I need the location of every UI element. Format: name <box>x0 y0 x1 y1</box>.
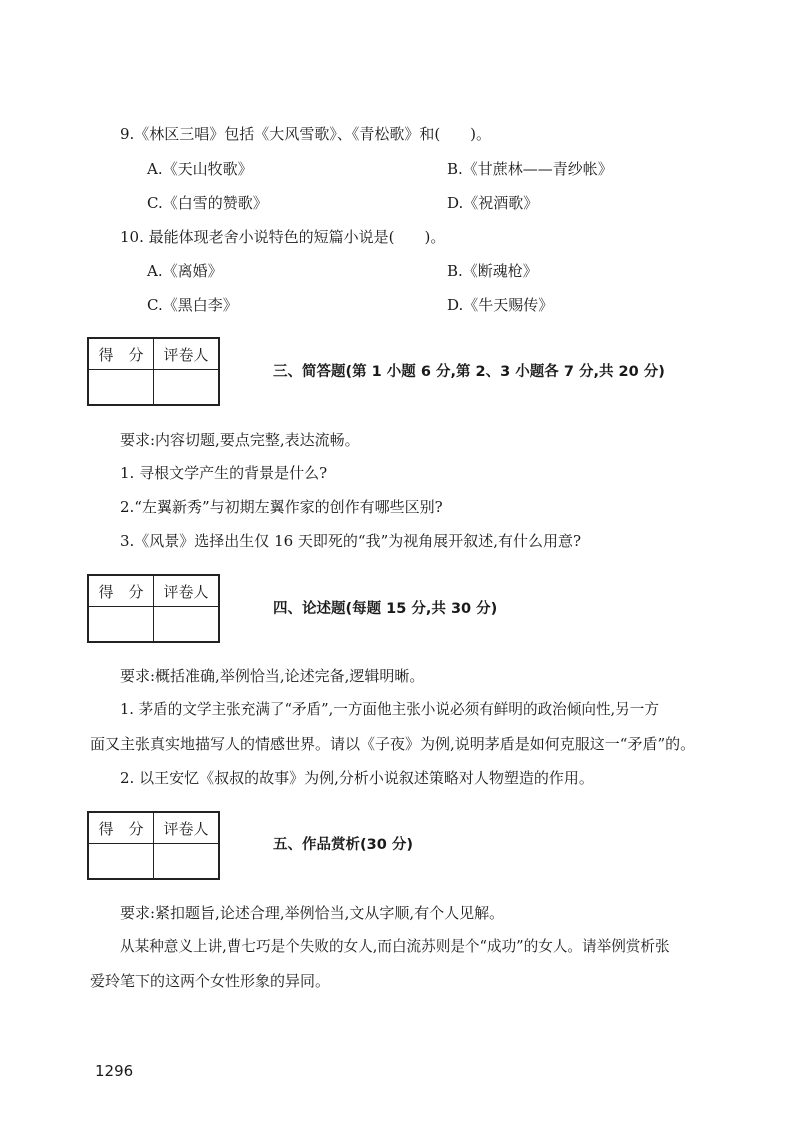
section4-q1-line2: 面又主张真实地描写人的情感世界。请以《子夜》为例,说明茅盾是如何克服这一“矛盾”的。 <box>90 735 696 753</box>
score-cell <box>88 844 154 880</box>
section4-q2: 2. 以王安忆《叔叔的故事》为例,分析小说叙述策略对人物塑造的作用。 <box>120 769 594 787</box>
section4-title: 四、论述题(每题 15 分,共 30 分) <box>273 601 498 617</box>
q10-option-c: C.《黑白李》 <box>147 296 238 314</box>
score-table-section3 <box>87 337 220 406</box>
section5-prompt-line1: 从某种意义上讲,曹七巧是个失败的女人,而白流苏则是个“成功”的女人。请举例赏析张 <box>120 938 670 955</box>
score-header: 得 分 <box>88 338 154 370</box>
q9-option-c: C.《白雪的赞歌》 <box>147 194 268 212</box>
section5-prompt-line2: 爱玲笔下的这两个女性形象的异同。 <box>90 972 331 990</box>
score-cell <box>88 370 154 406</box>
section5-title: 五、作品赏析(30 分) <box>273 837 413 853</box>
q9-option-d: D.《祝酒歌》 <box>447 194 539 212</box>
section3-title: 三、简答题(第 1 小题 6 分,第 2、3 小题各 7 分,共 20 分) <box>273 364 665 380</box>
section3-q2: 2.“左翼新秀”与初期左翼作家的创作有哪些区别? <box>120 498 443 516</box>
q9-stem: 9.《林区三唱》包括《大风雪歌》、《青松歌》和( )。 <box>120 125 492 143</box>
score-table-section5 <box>87 811 220 880</box>
score-table-section4 <box>87 574 220 643</box>
score-cell <box>88 607 154 643</box>
grader-header: 评卷人 <box>154 575 220 607</box>
q10-stem: 10. 最能体现老舍小说特色的短篇小说是( )。 <box>120 228 446 246</box>
grader-cell <box>154 844 220 880</box>
q9-option-a: A.《天山牧歌》 <box>147 160 253 178</box>
grader-cell <box>154 370 220 406</box>
score-header: 得 分 <box>88 575 154 607</box>
grader-cell <box>154 607 220 643</box>
q10-option-d: D.《牛天赐传》 <box>447 296 554 314</box>
q10-option-b: B.《断魂枪》 <box>447 262 538 280</box>
grader-header: 评卷人 <box>154 338 220 370</box>
section4-q1-line1: 1. 茅盾的文学主张充满了“矛盾”,一方面他主张小说必须有鲜明的政治倾向性,另一方 <box>120 701 659 718</box>
section4-requirement: 要求:概括准确,举例恰当,论述完备,逻辑明晰。 <box>120 667 425 685</box>
section3-q3: 3.《风景》选择出生仅 16 天即死的“我”为视角展开叙述,有什么用意? <box>120 532 582 550</box>
page-number: 1296 <box>95 1062 134 1080</box>
q10-option-a: A.《离婚》 <box>147 262 223 280</box>
score-header: 得 分 <box>88 812 154 844</box>
section3-requirement: 要求:内容切题,要点完整,表达流畅。 <box>120 431 360 449</box>
section5-requirement: 要求:紧扣题旨,论述合理,举例恰当,文从字顺,有个人见解。 <box>120 904 505 922</box>
q9-option-b: B.《甘蔗林——青纱帐》 <box>447 160 613 178</box>
section3-q1: 1. 寻根文学产生的背景是什么? <box>120 464 328 482</box>
grader-header: 评卷人 <box>154 812 220 844</box>
